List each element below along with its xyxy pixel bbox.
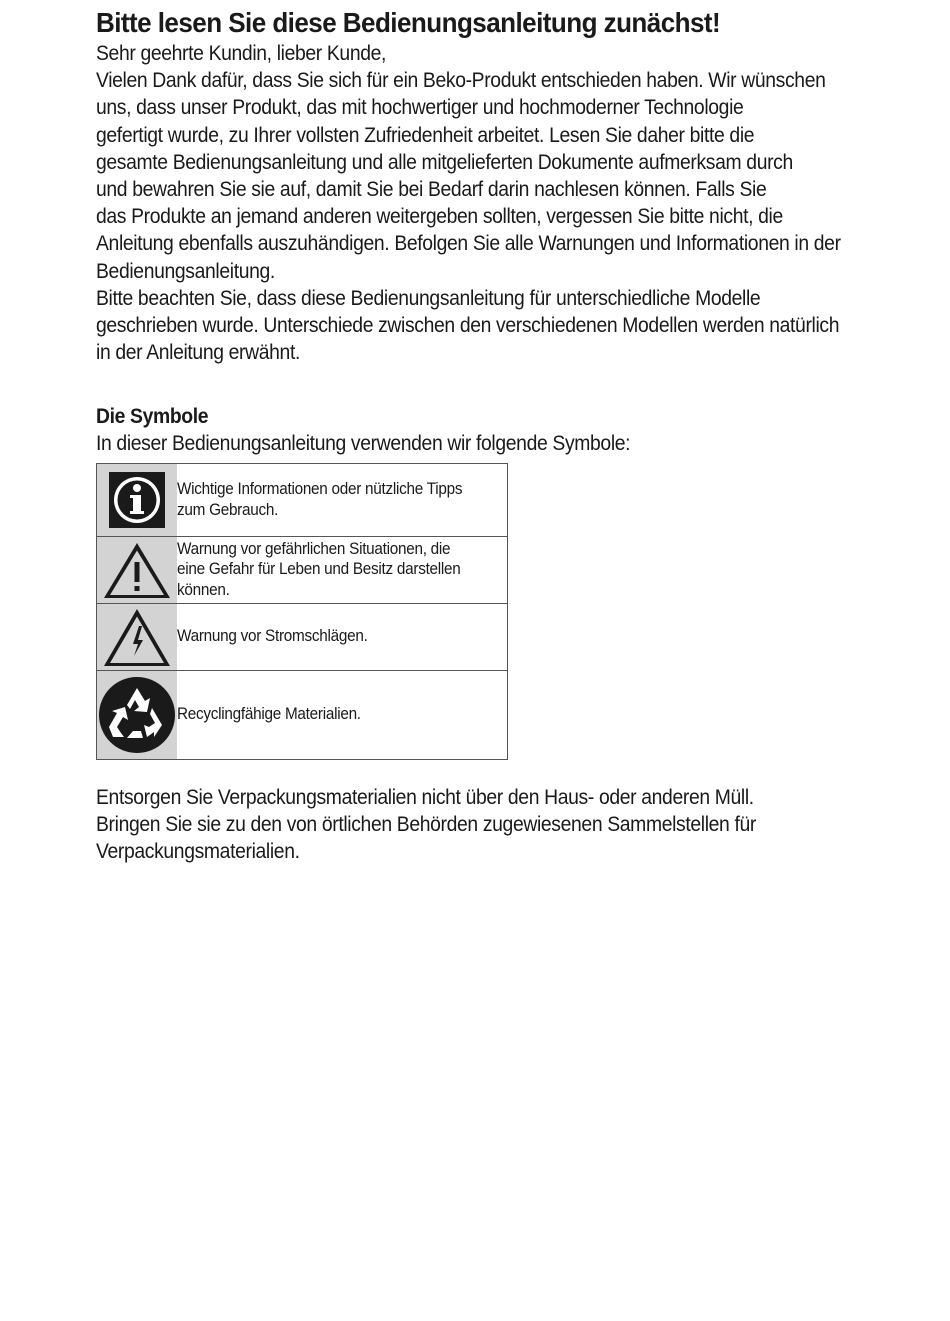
intro-line: in der Anleitung erwähnt.: [96, 340, 301, 365]
symbol-row-recycling: [97, 670, 508, 759]
symbol-description: [177, 603, 508, 670]
intro-line: Anleitung ebenfalls auszuhändigen. Befolgen Sie alle Warnungen und Informationen in der: [96, 231, 841, 256]
symbol-icon-cell: [97, 603, 178, 670]
symbol-description: [177, 463, 508, 536]
symbol-description: [177, 536, 508, 603]
symbol-icon-cell: [97, 463, 178, 536]
symbol-icon-cell: [97, 536, 178, 603]
intro-line: gesamte Bedienungsanleitung und alle mitgelieferten Dokumente aufmerksam durch: [96, 149, 793, 174]
symbol-row-warning: [97, 536, 508, 603]
disposal-line: Verpackungsmaterialien.: [96, 839, 300, 864]
symbols-intro-line: In dieser Bedienungsanleitung verwenden wir folgende Symbole:: [96, 431, 631, 456]
intro-line: das Produkte an jemand anderen weitergeben sollten, vergessen Sie bitte nicht, die: [96, 204, 783, 229]
recycling-icon: [97, 675, 177, 755]
document-page: [96, 6, 896, 865]
page-title: Bitte lesen Sie diese Bedienungsanleitung zunächst!: [96, 7, 721, 38]
symbol-row-info: [97, 463, 508, 536]
symbol-description-line: können.: [177, 579, 230, 599]
symbol-description-line: Wichtige Informationen oder nützliche Tipps: [177, 479, 463, 499]
symbol-description-line: eine Gefahr für Leben und Besitz darstellen: [177, 559, 461, 579]
symbol-description-line: Warnung vor gefährlichen Situationen, die: [177, 538, 451, 558]
symbol-description: [177, 670, 508, 759]
symbol-row-electric: [97, 603, 508, 670]
intro-line: gefertigt wurde, zu Ihrer vollsten Zufriedenheit arbeitet. Lesen Sie daher bitte die: [96, 122, 755, 147]
disposal-line: Entsorgen Sie Verpackungsmaterialien nicht über den Haus- oder anderen Müll.: [96, 784, 754, 809]
disposal-line: Bringen Sie sie zu den von örtlichen Behörden zugewiesenen Sammelstellen für: [96, 811, 756, 836]
info-icon: [107, 470, 167, 530]
symbols-intro: [96, 430, 888, 457]
intro-paragraph: [96, 40, 888, 366]
intro-line: Vielen Dank dafür, dass Sie sich für ein Beko-Produkt entschieden haben. Wir wünschen: [96, 68, 826, 93]
intro-line: uns, dass unser Produkt, das mit hochwertiger und hochmoderner Technologie: [96, 95, 744, 120]
symbol-description-line: zum Gebrauch.: [177, 499, 279, 519]
warning-icon: [102, 540, 172, 600]
intro-line: geschrieben wurde. Unterschiede zwischen den verschiedenen Modellen werden natürlich: [96, 313, 840, 338]
symbols-heading: Die Symbole: [96, 404, 209, 429]
symbol-description-line: Recyclingfähige Materialien.: [177, 704, 361, 724]
intro-line: Bitte beachten Sie, dass diese Bedienungsanleitung für unterschiedliche Modelle: [96, 285, 761, 310]
symbols-table: [96, 463, 508, 760]
symbol-icon-cell: [97, 670, 178, 759]
symbol-description-line: Warnung vor Stromschlägen.: [177, 626, 368, 646]
intro-line: Bedienungsanleitung.: [96, 258, 275, 283]
electric-shock-icon: [102, 606, 172, 668]
intro-line: Sehr geehrte Kundin, lieber Kunde,: [96, 41, 387, 65]
disposal-paragraph: [96, 784, 888, 866]
intro-line: und bewahren Sie sie auf, damit Sie bei Bedarf darin nachlesen können. Falls Sie: [96, 177, 767, 202]
